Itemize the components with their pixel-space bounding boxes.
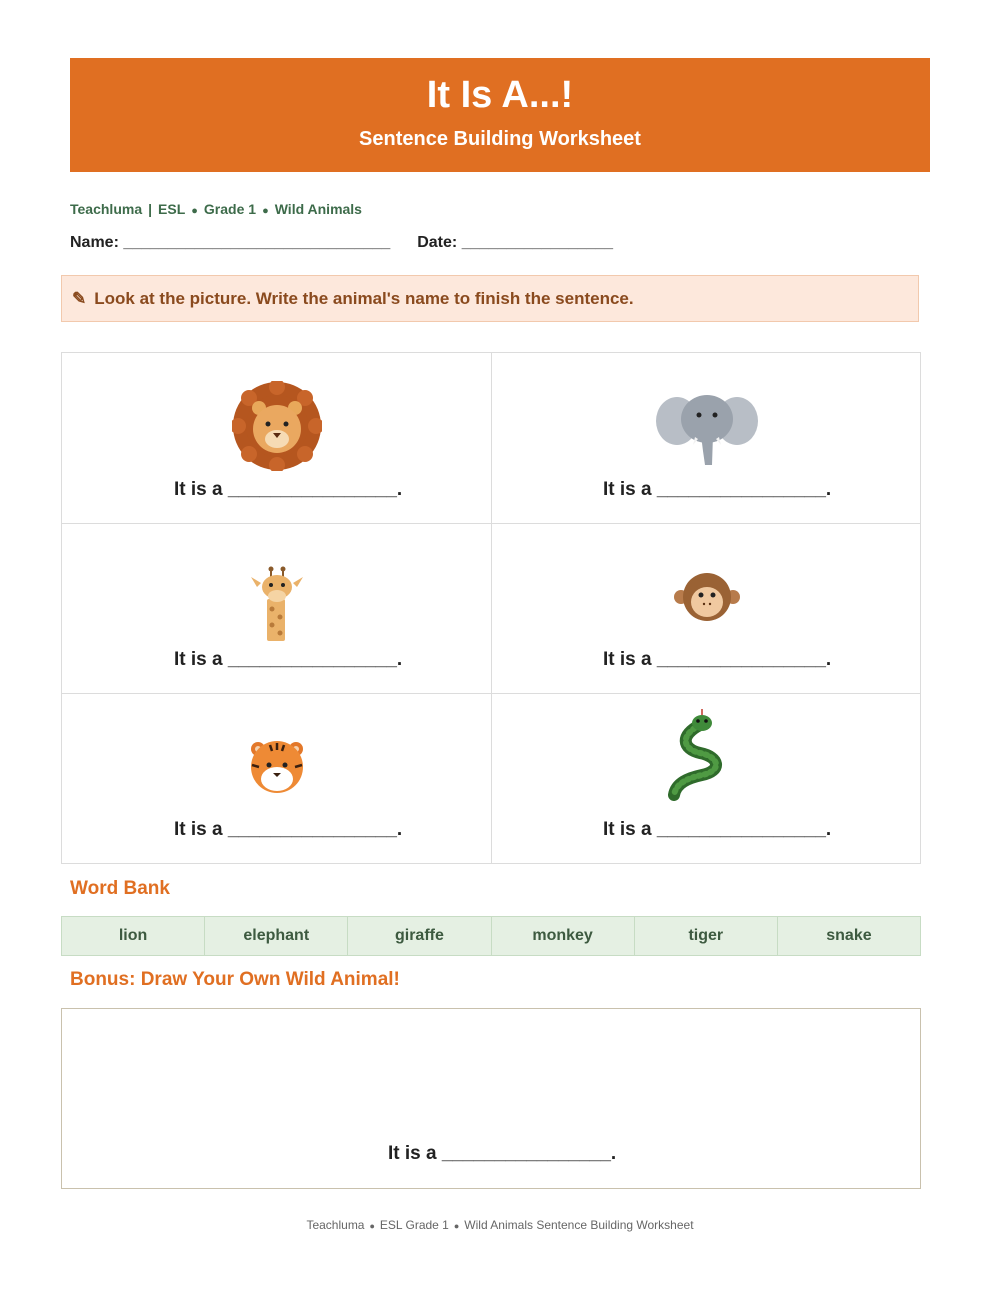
- word-bank-item: monkey: [492, 917, 635, 955]
- footer-title: Wild Animals Sentence Building Worksheet: [464, 1218, 694, 1232]
- name-date-row: [70, 234, 613, 252]
- exercise-cell: [62, 523, 491, 693]
- drawing-area[interactable]: [61, 1008, 921, 1189]
- instruction-text: Look at the picture. Write the animal's name to finish the sentence.: [94, 289, 634, 308]
- brand-name: Teachluma: [70, 201, 143, 217]
- date-label: Date:: [417, 234, 458, 251]
- page-title: It Is A...!: [426, 74, 574, 116]
- subject: ESL: [158, 201, 186, 217]
- page-subtitle: Sentence Building Worksheet: [359, 128, 641, 150]
- footer-grade: ESL Grade 1: [379, 1218, 449, 1232]
- exercise-cell: [492, 693, 921, 863]
- exercise-cell: [62, 353, 491, 523]
- word-bank-item: tiger: [635, 917, 778, 955]
- bullet-icon: ●: [262, 205, 269, 217]
- pencil-icon: ✎: [72, 289, 87, 308]
- sentence-text[interactable]: It is a ________________.: [603, 649, 832, 670]
- bonus-sentence[interactable]: It is a ________________.: [388, 1143, 617, 1164]
- sentence-text[interactable]: It is a ________________.: [603, 479, 832, 500]
- word-bank-item: giraffe: [348, 917, 491, 955]
- elephant-icon: [655, 391, 759, 469]
- word-bank-item: lion: [62, 917, 205, 955]
- worksheet-meta: [70, 201, 362, 217]
- grade: Grade 1: [203, 201, 257, 217]
- footer-brand: Teachluma: [306, 1218, 365, 1232]
- lion-icon: [232, 381, 322, 471]
- word-bank-item: snake: [826, 927, 872, 944]
- monkey-icon: [673, 571, 741, 623]
- instruction-box: [61, 275, 919, 322]
- sentence-text[interactable]: It is a ________________.: [603, 819, 832, 840]
- sentence-text[interactable]: It is a ________________.: [174, 819, 403, 840]
- page-footer: [0, 1218, 1000, 1232]
- topic: Wild Animals: [274, 201, 362, 217]
- snake-icon: [666, 709, 730, 801]
- bullet-icon: ●: [369, 1221, 375, 1231]
- sentence-text[interactable]: It is a ________________.: [174, 649, 403, 670]
- name-label: Name:: [70, 234, 119, 251]
- separator: |: [148, 201, 153, 217]
- sentence-text[interactable]: It is a ________________.: [174, 479, 403, 500]
- giraffe-icon: [247, 565, 307, 643]
- date-field[interactable]: _________________: [461, 234, 613, 251]
- exercise-cell: [492, 523, 921, 693]
- bullet-icon: ●: [453, 1221, 460, 1231]
- word-bank: [61, 916, 921, 956]
- word-bank-title: Word Bank: [70, 878, 170, 899]
- name-field[interactable]: ______________________________: [123, 234, 391, 251]
- exercise-grid: [61, 352, 921, 864]
- tiger-icon: [248, 737, 306, 795]
- bonus-title: Bonus: Draw Your Own Wild Animal!: [70, 969, 400, 990]
- word-bank-item: elephant: [205, 917, 348, 955]
- title-banner: [70, 58, 930, 172]
- exercise-cell: [492, 353, 921, 523]
- exercise-cell: [62, 693, 491, 863]
- bullet-icon: ●: [191, 205, 198, 217]
